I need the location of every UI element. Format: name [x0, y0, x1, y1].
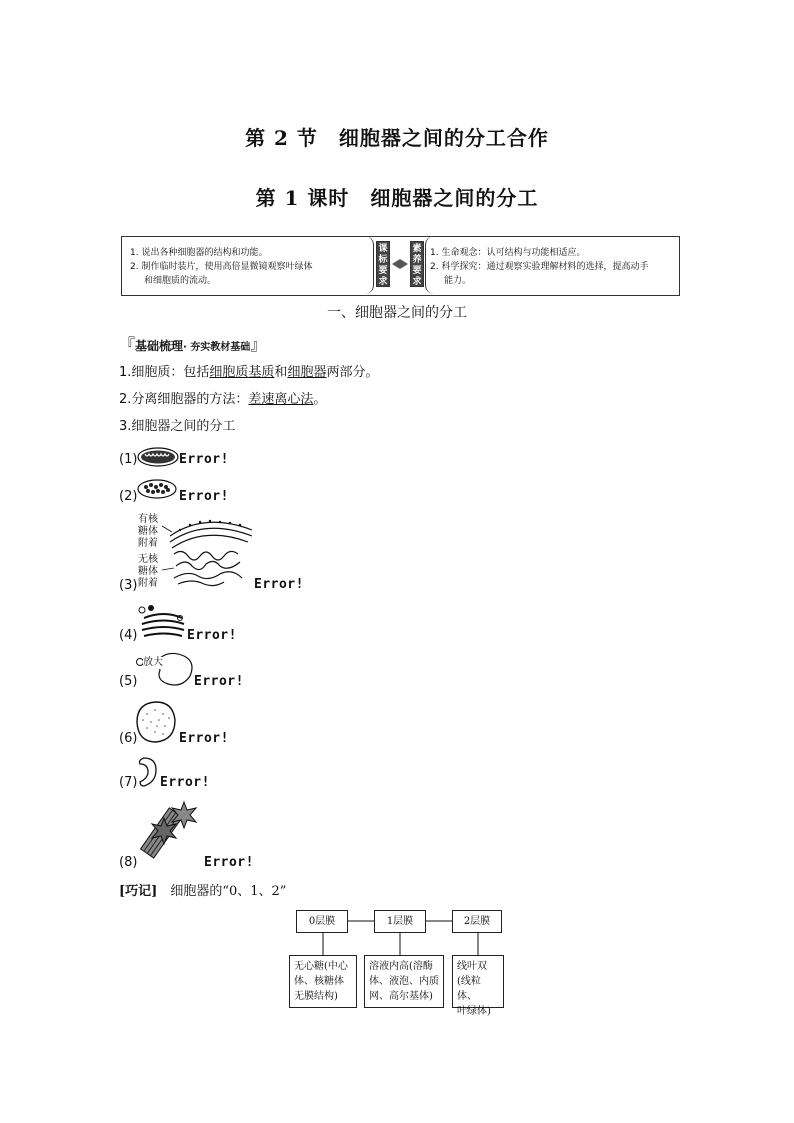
er-label-line: 糖体 [138, 526, 158, 537]
golgi-apparatus-icon [136, 602, 188, 642]
req-left-curve [365, 236, 374, 294]
mitochondrion-icon [137, 446, 179, 468]
endoplasmic-reticulum-icon [160, 512, 260, 592]
rough-er-label [138, 514, 158, 550]
organelle-num: (5) [119, 674, 138, 689]
organelle-num: (8) [119, 855, 138, 870]
organelle-num: (6) [119, 731, 138, 746]
desc-line: 网、高尔基体) [369, 991, 433, 1002]
organelle-text: Error! [179, 489, 229, 504]
literacy-tag-text: 素养要求 [412, 244, 422, 287]
item-2-answer: 差速离心法 [248, 392, 314, 407]
req-left-item: 2. 制作临时装片，使用高倍显微镜观察叶绿体 [130, 262, 313, 272]
item-1-suffix: 两部分。 [326, 365, 379, 380]
memory-tip [119, 880, 286, 899]
organelle-text: Error! [194, 674, 244, 689]
er-label-line: 糖体 [138, 566, 158, 577]
membrane-header-0: 0层膜 [296, 910, 348, 933]
item-2 [119, 388, 326, 407]
organelle-text: Error! [179, 731, 229, 746]
item-1 [119, 361, 378, 380]
organelle-num: (3) [119, 578, 138, 593]
er-label-line: 附着 [138, 578, 158, 589]
page-subtitle: 第 1 课时 细胞器之间的分工 [255, 186, 539, 210]
er-label-line: 无核 [138, 554, 158, 565]
centrosome-icon [136, 798, 202, 864]
double-arrow-icon [392, 256, 408, 272]
req-left-item: 1. 说出各种细胞器的结构和功能。 [130, 248, 268, 258]
organelle-text: Error! [204, 855, 254, 870]
curriculum-requirements [130, 246, 370, 288]
er-label-line: 附着 [138, 538, 158, 549]
item-3: 3.细胞器之间的分工 [119, 419, 236, 434]
organelle-num: (1) [119, 452, 138, 467]
desc-line: 溶液内高(溶酶 [369, 961, 433, 972]
membrane-header-2: 2层膜 [452, 910, 502, 933]
organelle-num: (2) [119, 489, 138, 504]
page-title: 第 2 节 细胞器之间的分工合作 [245, 126, 549, 150]
membrane-header-1: 1层膜 [374, 910, 426, 933]
desc-line: 叶绿体) [457, 1006, 491, 1017]
item-2-suffix: 。 [313, 392, 327, 407]
vacuole-zoom-label: 放大 [143, 657, 163, 668]
er-label-line: 有核 [138, 514, 158, 525]
section-tag: 『基础梳理· 夯实教材基础』 [119, 335, 267, 354]
ribosome-icon [136, 756, 158, 788]
item-2-prefix: 2.分离细胞器的方法： [119, 392, 249, 407]
literacy-tag [410, 241, 424, 287]
membrane-desc-0 [289, 955, 357, 1008]
section-tag-sub: · 夯实教材基础 [183, 342, 251, 353]
organelle-num: (4) [119, 628, 138, 643]
lysosome-icon [135, 700, 177, 744]
section-tag-main: 基础梳理 [135, 339, 184, 353]
smooth-er-label [138, 554, 158, 590]
req-right-item: 能力。 [444, 276, 472, 286]
memory-tip-text: 细胞器的“0、1、2” [170, 884, 287, 899]
membrane-desc-2 [452, 955, 504, 1017]
item-1-mid: 和 [274, 365, 288, 380]
section-title: 一、细胞器之间的分工 [327, 305, 467, 321]
membrane-desc-1 [364, 955, 444, 1008]
curriculum-tag [376, 241, 390, 287]
desc-line: 体、核糖体 [294, 976, 344, 987]
req-left-item: 和细胞质的流动。 [144, 276, 217, 286]
curriculum-tag-text: 课标要求 [378, 244, 388, 287]
chloroplast-icon [137, 478, 177, 500]
literacy-requirements [430, 246, 672, 288]
desc-line: 无膜结构) [294, 991, 338, 1002]
organelle-text: Error! [160, 775, 210, 790]
item-1-answer-2: 细胞器 [287, 365, 327, 380]
organelle-text: Error! [179, 452, 229, 467]
organelle-text: Error! [187, 628, 237, 643]
item-1-answer-1: 细胞质基质 [209, 365, 275, 380]
desc-line: 线叶双 [457, 961, 487, 972]
memory-tip-tag: [巧记] [119, 884, 158, 899]
req-right-item: 1. 生命观念：认可结构与功能相适应。 [430, 248, 586, 258]
organelle-text: Error! [254, 577, 304, 592]
desc-line: (线粒体、 [457, 976, 481, 1002]
req-right-item: 2. 科学探究：通过观察实验理解材料的选择，提高动手 [430, 262, 649, 272]
desc-line: 体、液泡、内质 [369, 976, 439, 987]
item-1-prefix: 1.细胞质：包括 [119, 365, 210, 380]
organelle-num: (7) [119, 775, 138, 790]
desc-line: 无心糖(中心 [294, 961, 348, 972]
